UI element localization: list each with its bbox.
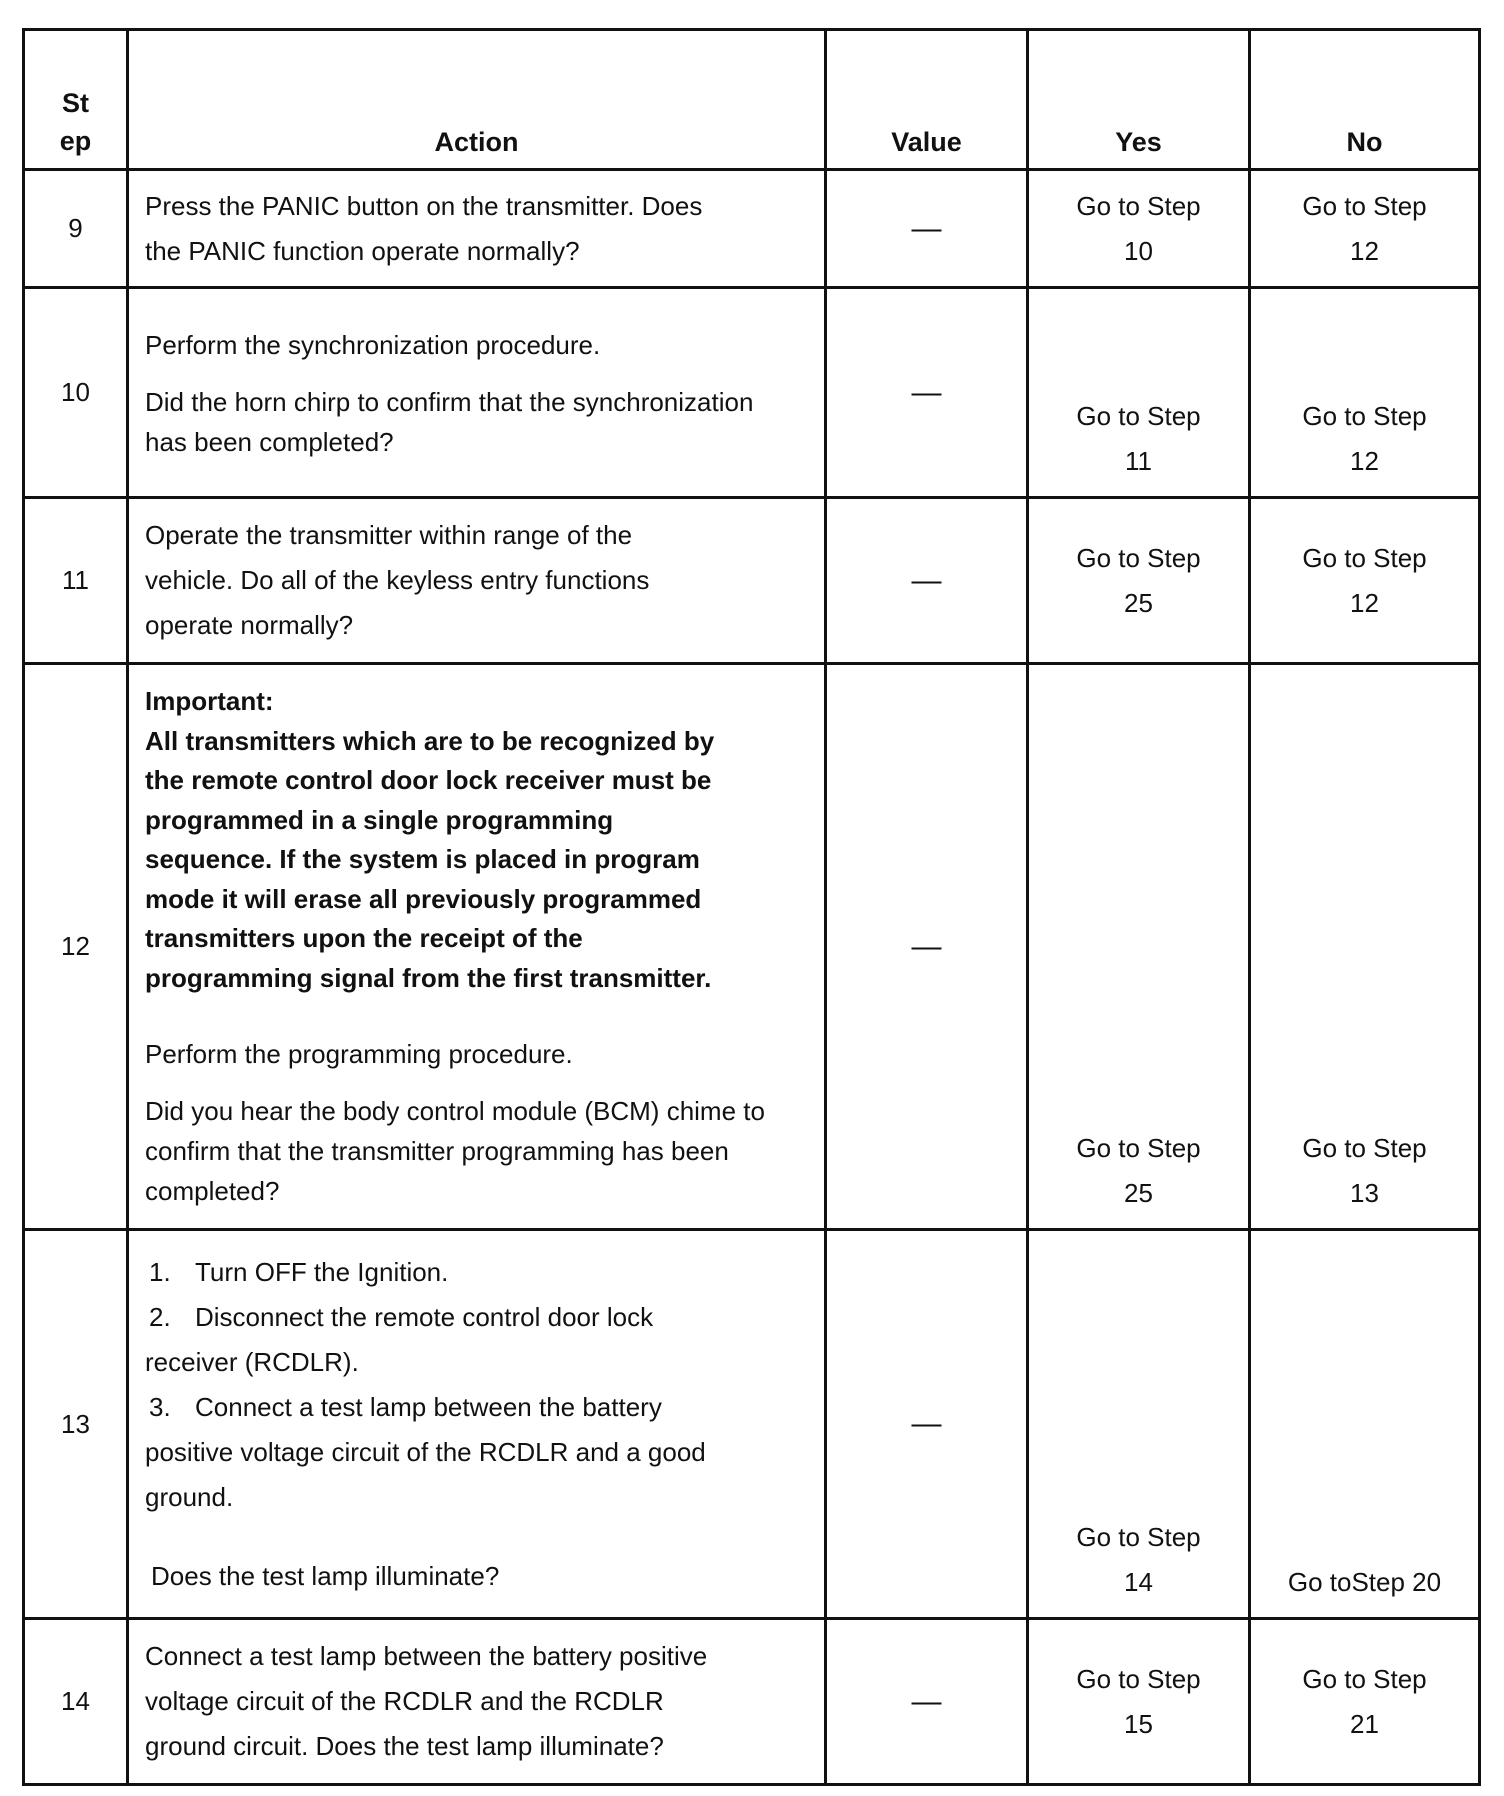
table-row: [24, 1230, 1480, 1619]
action-cell: Press the PANIC button on the transmitter. Does the PANIC function operate normally?: [128, 170, 826, 288]
action-cell: Perform the synchronization procedure. Did the horn chirp to confirm that the synchronization has been completed?: [128, 288, 826, 498]
header-value: Value: [826, 30, 1028, 170]
action-cell: Operate the transmitter within range of the vehicle. Do all of the keyless entry functions operate normally?: [128, 498, 826, 664]
table-row: [24, 498, 1480, 664]
header-row: [24, 30, 1480, 170]
table-row: [24, 1619, 1480, 1785]
yes-cell: Go to Step 11: [1028, 288, 1250, 498]
list-item: 3. Connect a test lamp between the battery: [149, 1391, 662, 1422]
yes-cell: Go to Step 25: [1028, 498, 1250, 664]
action-cell: Important: All transmitters which are to be recognized by the remote control door lock receiver must be programmed in a single programming sequence. If the system is placed in program mode it will erase all previously programmed transmitters upon the receipt of the programming signal from the first transmitter. Perform the programming procedure. Did you hear the body control module (BCM) chime to confirm that the transmitter programming has been completed?: [128, 664, 826, 1230]
action-cell: Connect a test lamp between the battery positive voltage circuit of the RCDLR and the RCDLR ground circuit. Does the test lamp illuminate?: [128, 1619, 826, 1785]
table-row: [24, 664, 1480, 1230]
important-note: Important: All transmitters which are to be recognized by the remote control door lock receiver must be programmed in a single programming sequence. If the system is placed in program mode it will erase all previously programmed transmitters upon the receipt of the programming signal from the first transmitter.: [145, 686, 715, 993]
value-cell: —: [826, 170, 1028, 288]
yes-cell: Go to Step 15: [1028, 1619, 1250, 1785]
table-row: [24, 170, 1480, 288]
list-item: 2. Disconnect the remote control door lock: [149, 1301, 654, 1332]
no-cell: Go to Step 12: [1250, 288, 1480, 498]
header-no: No: [1250, 30, 1480, 170]
list-item: 1. Turn OFF the Ignition.: [149, 1256, 449, 1287]
step-number: 11: [24, 498, 128, 664]
no-cell: Go toStep 20: [1250, 1230, 1480, 1619]
no-cell: Go to Step 13: [1250, 664, 1480, 1230]
header-action: Action: [128, 30, 826, 170]
header-step: St ep: [24, 30, 128, 170]
table-row: [24, 288, 1480, 498]
value-cell: —: [826, 1230, 1028, 1619]
value-cell: —: [826, 288, 1028, 498]
value-cell: —: [826, 664, 1028, 1230]
step-number: 9: [24, 170, 128, 288]
no-cell: Go to Step 12: [1250, 498, 1480, 664]
step-number: 14: [24, 1619, 128, 1785]
header-yes: Yes: [1028, 30, 1250, 170]
value-cell: —: [826, 1619, 1028, 1785]
no-cell: Go to Step 12: [1250, 170, 1480, 288]
yes-cell: Go to Step 25: [1028, 664, 1250, 1230]
no-cell: Go to Step 21: [1250, 1619, 1480, 1785]
step-number: 10: [24, 288, 128, 498]
step-number: 13: [24, 1230, 128, 1619]
step-number: 12: [24, 664, 128, 1230]
yes-cell: Go to Step 14: [1028, 1230, 1250, 1619]
troubleshooting-table: [22, 28, 1481, 1786]
action-cell: 1. Turn OFF the Ignition. 2. Disconnect the remote control door lock receiver (RCDLR). 3. Connect a test lamp between the battery positive voltage circuit of the RCDLR and a good ground. Does the test lamp illuminate?: [128, 1230, 826, 1619]
yes-cell: Go to Step 10: [1028, 170, 1250, 288]
value-cell: —: [826, 498, 1028, 664]
